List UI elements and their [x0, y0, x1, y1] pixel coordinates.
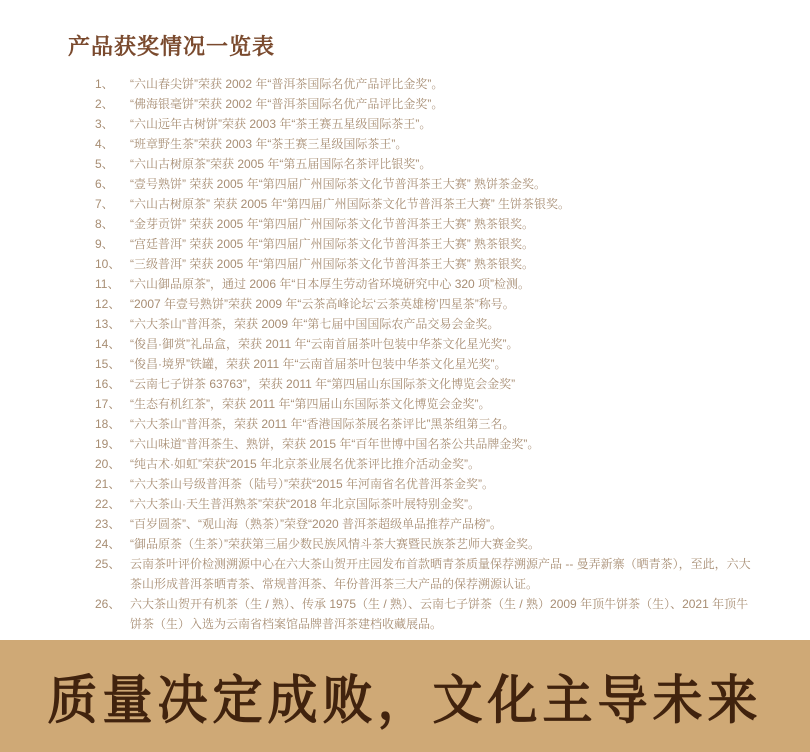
item-text: “六大茶山”普洱茶，荣获 2011 年“香港国际茶展名茶评比”黑茶组第三名。 — [130, 417, 515, 431]
list-item — [95, 254, 760, 274]
list-item — [95, 414, 760, 434]
item-number: 18、 — [95, 417, 121, 431]
item-number: 16、 — [95, 377, 121, 391]
item-text: “壹号熟饼” 荣获 2005 年“第四届广州国际茶文化节普洱茶王大赛” 熟饼茶金奖。 — [130, 177, 547, 191]
item-text: “俊昌·境界”铁罐，荣获 2011 年“云南首届茶叶包装中华茶文化星光奖”。 — [130, 357, 507, 371]
item-number: 11、 — [95, 277, 120, 291]
item-number: 7、 — [95, 197, 114, 211]
item-number: 15、 — [95, 357, 121, 371]
list-item — [95, 134, 760, 154]
item-text: “六大茶山·天生普洱熟茶”荣获“2018 年北京国际茶叶展特别金奖”。 — [130, 497, 481, 511]
item-text: “纯古术·如虹”荣获“2015 年北京茶业展名优茶评比推介活动金奖”。 — [130, 457, 481, 471]
list-item — [95, 154, 760, 174]
item-number: 4、 — [95, 137, 114, 151]
list-item — [95, 334, 760, 354]
page-title: 产品获奖情况一览表 — [68, 34, 276, 59]
item-text: “六山古树原茶”荣获 2005 年“第五届国际名茶评比银奖”。 — [130, 157, 432, 171]
item-text: “宫廷普洱” 荣获 2005 年“第四届广州国际茶文化节普洱茶王大赛” 熟茶银奖。 — [130, 237, 535, 251]
item-number: 13、 — [95, 317, 121, 331]
item-number: 5、 — [95, 157, 114, 171]
item-number: 25、 — [95, 557, 121, 571]
item-text: “佛海银毫饼”荣获 2002 年“普洱茶国际名优产品评比金奖”。 — [130, 97, 444, 111]
list-item — [95, 234, 760, 254]
item-text: “云南七子饼茶 63763”，荣获 2011 年“第四届山东国际茶文化博览会金奖” — [130, 377, 516, 391]
item-text: “六山远年古树饼”荣获 2003 年“茶王赛五星级国际茶王”。 — [130, 117, 432, 131]
list-item — [95, 594, 760, 634]
list-item — [95, 214, 760, 234]
awards-list — [95, 74, 760, 634]
list-item — [95, 354, 760, 374]
item-number: 20、 — [95, 457, 121, 471]
item-number: 23、 — [95, 517, 121, 531]
item-number: 14、 — [95, 337, 121, 351]
item-number: 9、 — [95, 237, 114, 251]
list-item — [95, 374, 760, 394]
list-item — [95, 174, 760, 194]
slogan-text: 质量决定成败，文化主导未来 — [47, 668, 763, 731]
item-text: 六大茶山贺开有机茶（生 / 熟）、传承 1975（生 / 熟）、云南七子饼茶（生 / 熟）2009 年顶牛饼茶（生）、2021 年顶牛饼茶（生）入选为云南省档案馆品牌普洱茶建档收藏展品。 — [130, 597, 749, 631]
item-number: 3、 — [95, 117, 114, 131]
item-number: 24、 — [95, 537, 121, 551]
item-text: “百岁圆茶”、“观山海（熟茶）”荣登“2020 普洱茶超级单品推荐产品榜”。 — [130, 517, 503, 531]
item-number: 2、 — [95, 97, 114, 111]
item-number: 19、 — [95, 437, 121, 451]
item-number: 17、 — [95, 397, 121, 411]
item-text: “2007 年壹号熟饼”荣获 2009 年“云茶高峰论坛‘云茶英雄榜’四星茶”称号。 — [130, 297, 515, 311]
list-item — [95, 434, 760, 454]
item-text: “俊昌·御赏”礼品盒，荣获 2011 年“云南首届茶叶包装中华茶文化星光奖”。 — [130, 337, 519, 351]
item-number: 10、 — [95, 257, 121, 271]
item-text: “班章野生茶”荣获 2003 年“茶王赛三星级国际茶王”。 — [130, 137, 408, 151]
list-item — [95, 554, 760, 594]
item-text: “六山古树原茶” 荣获 2005 年“第四届广州国际茶文化节普洱茶王大赛” 生饼茶银奖。 — [130, 197, 571, 211]
item-text: 云南茶叶评价检测溯源中心在六大茶山贺开庄园发布首款晒青茶质量保荐溯源产品 -- 曼弄新寨（晒青茶），至此，六大茶山形成普洱茶晒青茶、常规普洱茶、年份普洱茶三大产品的保荐溯源认证。 — [130, 557, 751, 591]
item-text: “六大茶山号级普洱茶（陆号）”荣获“2015 年河南省名优普洱茶金奖”。 — [130, 477, 495, 491]
list-item — [95, 534, 760, 554]
item-number: 6、 — [95, 177, 114, 191]
list-item — [95, 474, 760, 494]
item-text: “六山御品原茶”，通过 2006 年“日本厚生劳动省环境研究中心 320 项”检测。 — [130, 277, 531, 291]
list-item — [95, 94, 760, 114]
list-item — [95, 194, 760, 214]
list-item — [95, 274, 760, 294]
list-item — [95, 114, 760, 134]
list-item — [95, 454, 760, 474]
item-number: 21、 — [95, 477, 121, 491]
item-text: “六山味道”普洱茶生、熟饼，荣获 2015 年“百年世博中国名茶公共品牌金奖”。 — [130, 437, 540, 451]
item-text: “六大茶山”普洱茶，荣获 2009 年“第七届中国国际农产品交易会金奖。 — [130, 317, 500, 331]
list-item — [95, 294, 760, 314]
item-text: “御品原茶（生茶）”荣获第三届少数民族风情斗茶大赛暨民族茶艺师大赛金奖。 — [130, 537, 540, 551]
item-text: “生态有机红茶”，荣获 2011 年“第四届山东国际茶文化博览会金奖”。 — [130, 397, 491, 411]
item-text: “六山春尖饼”荣获 2002 年“普洱茶国际名优产品评比金奖”。 — [130, 77, 444, 91]
slogan-banner — [0, 640, 810, 752]
item-number: 8、 — [95, 217, 114, 231]
list-item — [95, 74, 760, 94]
list-item — [95, 394, 760, 414]
item-text: “三级普洱” 荣获 2005 年“第四届广州国际茶文化节普洱茶王大赛” 熟茶银奖。 — [130, 257, 535, 271]
item-text: “金芽贡饼” 荣获 2005 年“第四届广州国际茶文化节普洱茶王大赛” 熟茶银奖。 — [130, 217, 535, 231]
item-number: 22、 — [95, 497, 121, 511]
item-number: 12、 — [95, 297, 121, 311]
item-number: 26、 — [95, 597, 121, 611]
list-item — [95, 494, 760, 514]
list-item — [95, 514, 760, 534]
list-item — [95, 314, 760, 334]
item-number: 1、 — [95, 77, 114, 91]
